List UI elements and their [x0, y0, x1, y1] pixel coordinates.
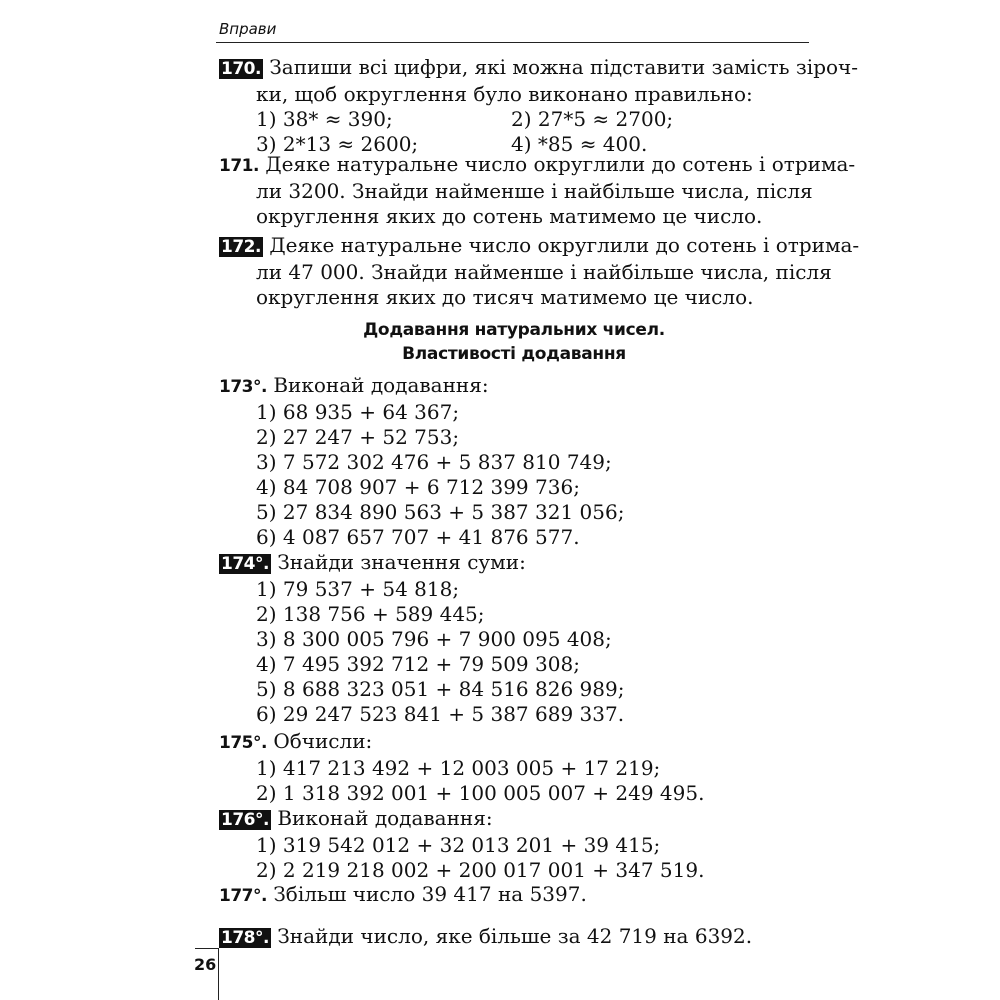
list-item: 3) 8 300 005 796 + 7 900 095 408; — [256, 627, 612, 651]
exercise-task: Обчисли: — [273, 729, 373, 753]
list-item: 3) 7 572 302 476 + 5 837 810 749; — [256, 450, 612, 474]
section-title-line: Додавання натуральних чисел. — [363, 320, 665, 340]
item-list — [256, 833, 704, 883]
exercise-text: ли 3200. Знайди найменше і найбільше числа, після — [256, 179, 813, 203]
exercise-number: 174°. — [221, 554, 269, 574]
answer-item: 3) 2*13 ≈ 2600; — [256, 132, 419, 156]
exercise-number: 173°. — [219, 377, 267, 397]
item-list — [256, 400, 624, 550]
exercise-task: Виконай додавання: — [277, 806, 493, 830]
exercise-text: округлення яких до сотень матимемо це число. — [256, 204, 763, 228]
exercise-text: ки, щоб округлення було виконано правильно: — [256, 82, 753, 106]
list-item: 6) 29 247 523 841 + 5 387 689 337. — [256, 702, 625, 726]
exercise-number: 176°. — [221, 810, 269, 830]
page-number: 26 — [194, 955, 217, 974]
exercise-176 — [219, 806, 704, 883]
exercise-number: 177°. — [219, 886, 267, 906]
header-rule — [216, 42, 809, 43]
exercise-177 — [219, 882, 587, 909]
exercise-number: 171. — [219, 156, 259, 176]
list-item: 1) 319 542 012 + 32 013 201 + 39 415; — [256, 833, 661, 857]
list-item: 4) 84 708 907 + 6 712 399 736; — [256, 475, 580, 499]
footer-divider — [218, 948, 219, 1000]
exercise-178 — [219, 924, 752, 951]
answer-item: 2) 27*5 ≈ 2700; — [511, 107, 674, 131]
answer-item: 1) 38* ≈ 390; — [256, 107, 393, 131]
exercise-text: ли 47 000. Знайди найменше і найбільше числа, після — [256, 260, 832, 284]
exercise-173 — [219, 373, 624, 550]
exercise-171 — [219, 152, 855, 229]
exercise-number: 178°. — [221, 928, 269, 948]
exercise-task: Виконай додавання: — [273, 373, 489, 397]
section-title-line: Властивості додавання — [402, 344, 626, 364]
list-item: 2) 1 318 392 001 + 100 005 007 + 249 495. — [256, 781, 705, 805]
list-item: 4) 7 495 392 712 + 79 509 308; — [256, 652, 580, 676]
exercise-170 — [219, 55, 858, 157]
footer-rule — [195, 948, 219, 949]
exercise-text: Деяке натуральне число округлили до сотень і отрима- — [269, 233, 860, 257]
item-list — [256, 577, 624, 727]
exercise-task: Збільш число 39 417 на 5397. — [273, 882, 587, 906]
exercise-number: 172. — [221, 237, 261, 257]
answer-item: 4) *85 ≈ 400. — [511, 132, 648, 156]
exercise-number: 170. — [221, 59, 261, 79]
exercise-172 — [219, 233, 859, 310]
list-item: 2) 2 219 218 002 + 200 017 001 + 347 519. — [256, 858, 705, 882]
exercise-text: Запиши всі цифри, які можна підставити замість зіроч- — [269, 55, 859, 79]
exercise-task: Знайди число, яке більше за 42 719 на 6392. — [277, 924, 753, 948]
exercise-text: округлення яких до тисяч матимемо це число. — [256, 285, 754, 309]
item-list — [256, 756, 704, 806]
list-item: 2) 27 247 + 52 753; — [256, 425, 460, 449]
list-item: 1) 79 537 + 54 818; — [256, 577, 460, 601]
list-item: 6) 4 087 657 707 + 41 876 577. — [256, 525, 580, 549]
section-title — [219, 318, 809, 366]
exercise-text: Деяке натуральне число округлили до сотень і отрима- — [265, 152, 856, 176]
list-item: 2) 138 756 + 589 445; — [256, 602, 485, 626]
list-item: 1) 417 213 492 + 12 003 005 + 17 219; — [256, 756, 661, 780]
exercise-task: Знайди значення суми: — [277, 550, 526, 574]
list-item: 5) 27 834 890 563 + 5 387 321 056; — [256, 500, 625, 524]
list-item: 5) 8 688 323 051 + 84 516 826 989; — [256, 677, 625, 701]
running-header: Вправи — [219, 20, 277, 38]
exercise-number: 175°. — [219, 733, 267, 753]
list-item: 1) 68 935 + 64 367; — [256, 400, 460, 424]
exercise-174 — [219, 550, 624, 727]
answer-grid — [256, 107, 858, 157]
exercise-175 — [219, 729, 704, 806]
